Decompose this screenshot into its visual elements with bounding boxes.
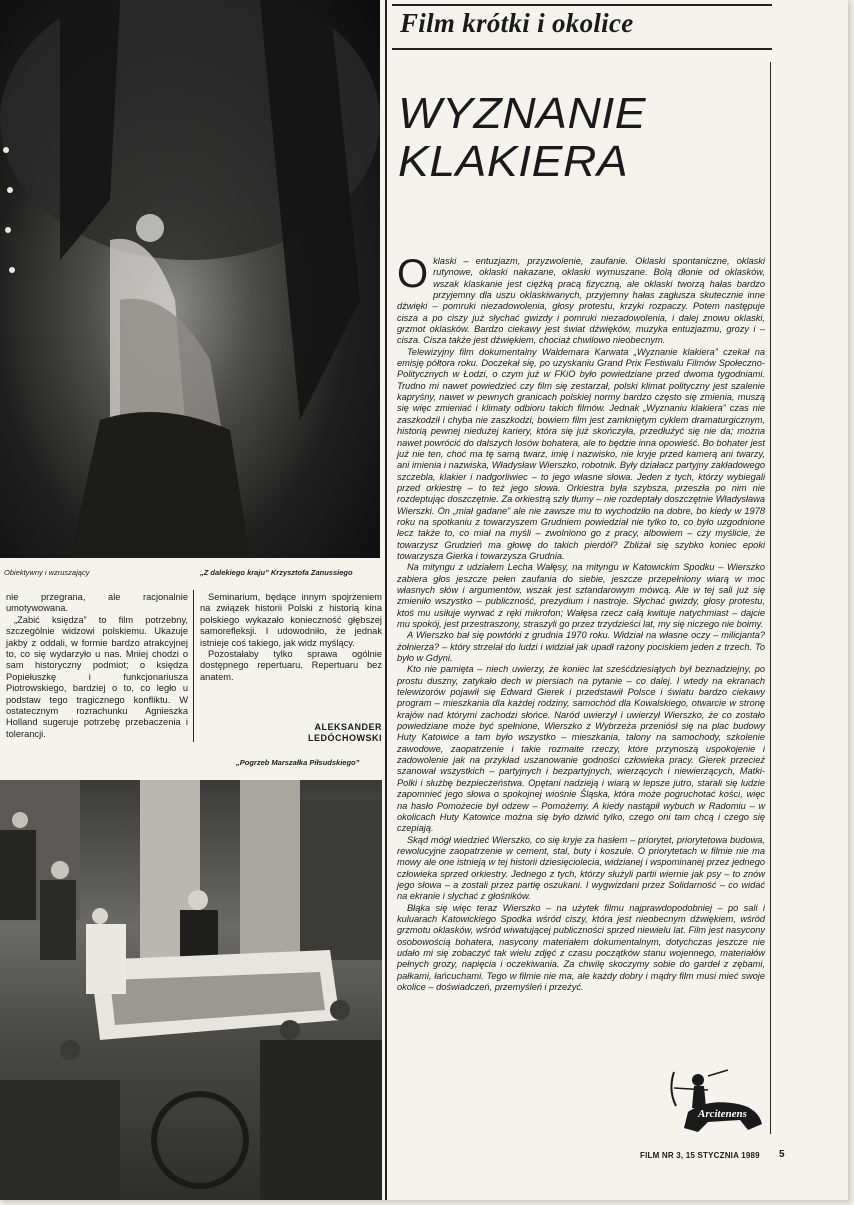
column-divider bbox=[193, 590, 194, 742]
right-column-rule bbox=[770, 62, 771, 1134]
page-number: 5 bbox=[779, 1149, 785, 1160]
paragraph: Seminarium, będące innym spojrzeniem na związek historii Polski z historią kina polskiego wykazało konieczność głębszej samorefleksji. I udowodniło, że jednak istnieje coś takiego, jak widz myślący. bbox=[200, 592, 382, 648]
paragraph: Na mityngu z udziałem Lecha Wałęsy, na mityngu w Katowickim Spodku – Wierszko zabiera głos jeszcze pełen zaufania do siebie, jeszcze przepełniony wiarą w moc własnych słów i argumentów, wszak jest sztandarowym mówcą. Ale w tej sali już się zmieniło wszystko – publiczność, prezydium i nastroje. Słychać gwizdy, głosy protestu, ktoś mu usiłuje wyrwać z ręki mikrofon; Wałęsa rzecz całą kwituje natychmiast – dajcie mu spokój, jest przestraszony, straszyli go przez trzydzieści lat, my się niczego nie boimy. bbox=[397, 562, 765, 629]
paragraph: A Wierszko bał się powtórki z grudnia 1970 roku. Widział na własne oczy – milicjanta? żołnierza? – który strzelał do ludzi i widział jak upadł rażony pociskiem jeden z trzech. To było w Gdyni. bbox=[397, 630, 765, 664]
headline-line-2: KLAKIERA bbox=[398, 137, 629, 186]
photo-caption-bottom: „Pogrzeb Marszałka Piłsudskiego” bbox=[236, 758, 360, 767]
author-signature bbox=[200, 722, 382, 744]
paragraph: Błąka się więc teraz Wierszko – na użytek filmu najprawdopodobniej – po sali i kuluarach Katowickiego Spodka wśród ciszy, która jest nieobecnym dźwiękiem, wśród grzmotu oklasków, wśród wiwatującej publiczności sprzed niewielu lat. Film jest nasycony osobowością bohatera, nasycony materiałem dokumentalnym, dotychczas jeszcze nie udało mi się zobaczyć tak wielu zdjęć z czasu początków stanu wojennego, materiałów pełnych grozy, napięcia i oczekiwania. Za chwilę skoczymy sobie do gardeł z zębami, pałkami, łańcuchami. Tego w filmie nie ma, ale każdy dobry i mądry film musi mieć swoje okolice – doświadczeń, przemyśleń i przeżyć. bbox=[397, 902, 765, 992]
author-first-name: ALEKSANDER bbox=[314, 722, 382, 732]
paragraph: Pozostałaby tylko sprawa ogólnie dostępnego repertuaru. Repertuaru bez anatem. bbox=[200, 649, 382, 682]
paragraph: nie przegrana, ale racjonalnie umotywowana. bbox=[6, 592, 188, 614]
photo-caption-left: Obiektywny i wzruszający bbox=[4, 568, 90, 577]
photo-pogrzeb-marszalka bbox=[0, 780, 382, 1200]
photo-illustration bbox=[0, 0, 380, 558]
left-text-column-1 bbox=[6, 592, 188, 740]
author-last-name: LEDÓCHOWSKI bbox=[308, 733, 382, 743]
paragraph: Telewizyjny film dokumentalny Waldemara Karwata „Wyznanie klakiera” czekał na emisję półtora roku. Doczekał się, po uzyskaniu Grand Prix Festiwalu Filmów Społeczno-Politycznych w Łodzi, o czym już w FKiO było powiedziane przed dwoma tygodniami. Trudno mi nawet powiedzieć czy film się zestarzał, polski klimat polityczny jest szalenie kapryśny, nawet w pewnych granicach polskiej normy bardzo często się zmienia, muszą się więc zmieniać i klimaty odbioru takich filmów. Jednak „Wyznaniu klakiera” czas nie zaszkodził i chyba nie zaszkodzi, bowiem film jest zamkniętym cyklem dramaturgicznym, historią pewnej niedużej kariery, która się już skończyła, przedłużyć się nie da; można nawet powrócić do dalszych losów bohatera, ale to będzie inna opowieść. Bo bohater jest już nie ten, choć ma tę samą twarz, imię i nazwisko, nie kryje przed kamerą ani twarzy, ani imienia i nazwiska, Władysław Wierszko, robotnik. Były działacz partyjny zakładowego szczebla, klakier i nadgorliwiec – to jego własne słowa. Jeden z tych, którzy wybiegali przed orkiestrę – to też jego słowa. Orkiestra była szybsza, przeszła po nim nie rozdeptując doszczętnie. Za orkiestrą szły tłumy – nie rozdeptały doszczętnie Władysława Wierszki. On „miał gadane” ale nie zawsze mu to wychodziło na dobre, bo kiedy w 1978 roku na spotkaniu z towarzyszem Grudniem powiedział nie tylko to, co było uzgodnione lecz także to, co miał na myśli – zwolniono go z pracy, albowiem – czy myślicie, że towarzysz Grudzień ma głowę do takich pierdół? Zbliżał się szybko koniec epoki towarzysza Gierka i towarzysza Grudnia. bbox=[397, 346, 765, 561]
lead-paragraph bbox=[397, 252, 765, 347]
paragraph: „Zabić księdza” to film potrzebny, szczególnie widzowi polskiemu. Ukazuje jakby z oddali, w formie bardzo atrakcyjnej to, co się wydarzyło u nas. Mniej chodzi o sam historyczny podmiot; o księdza Popiełuszkę i funkcjonariusza Piotrowskiego, bardziej o to, co legło u podstaw tego tragicznego konfliktu. W ostatecznym rozrachunku Agnieszka Holland sugeruje potrzebę przebaczenia i tolerancji. bbox=[6, 614, 188, 739]
issue-footer: FILM NR 3, 15 STYCZNIA 1989 bbox=[640, 1151, 760, 1160]
headline-line-1: WYZNANIE bbox=[398, 89, 647, 138]
photo-caption-right: „Z dalekiego kraju” Krzysztofa Zanussiego bbox=[200, 568, 353, 577]
article-body bbox=[397, 252, 765, 993]
section-title: Film krótki i okolice bbox=[400, 8, 634, 38]
arcitenens-logo bbox=[668, 1068, 766, 1136]
photo-still-z-dalekiego-kraju bbox=[0, 0, 380, 558]
paragraph: Skąd mógł wiedzieć Wierszko, co się kryje za hasłem – priorytet, priorytetowa budowa, rewolucyjne zaopatrzenie w cement, stal, buty i koszule. O priorytetach w filmie nie ma mowy ale one istnieją w tej historii dziesięciolecia, widzianej i wspominanej przez jednego człowieka sprzed orkiestry. Jednego z tych, którzy służyli partii wiernie jak psy – to znów jego słowa – a zostali przez partię oszukani. I wygwizdani przez Solidarność – co widać na ekranie i słychać z głośników. bbox=[397, 834, 765, 902]
paragraph: Kto nie pamięta – niech uwierzy, że koniec lat sześćdziesiątych był beznadziejny, po prostu duszny, zatykało dech w piersiach na pytanie – co dalej. I wtedy na ekranach telewizorów pojawił się Edward Gierek i przedstawił Polsce i światu bardzo ciekawy program – mieszkania dla każdej rodziny, samochód dla Kowalskiego, otwarcie w stronę krajów nad którymi zachodzi słońce. Naród uwierzył i uwierzył Wierszko, że co zostało powiedziane może być spełnione, Wierszko z Wybrzeża przeniósł się na plac budowy Huty Katowice a tam było wszystko – mieszkania, talony na samochody, szkolenie zawodowe, zaopatrzenie i takie rozmaite rzeczy, które przynoszą uspokojenie i zadowolenie jak na przykład uszanowanie godności człowieka pracy. Gierek przecież szanował wszystkich – partyjnych i bezpartyjnych, wierzących i niewierzących, Matki-Polki i służbę bezpieczeństwa. Opętani nadzieją i wiarą w lepsze jutro, starali się ludzie zapomnieć jego słowa o spokojnej wiośnie Śląska, która może pogruchotać kości, więc na hasło Pomożecie był odzew – Pomożemy. A kiedy nastąpił wybuch w Radomiu – w okolicach Huty Katowice można się było dziwić tylko, czego oni tam chcą i czego się czepiają. bbox=[397, 664, 765, 834]
vertical-rule bbox=[385, 0, 387, 1200]
drop-cap: O bbox=[397, 252, 429, 296]
archer-icon bbox=[668, 1068, 766, 1136]
photo-illustration bbox=[0, 780, 382, 1200]
article-headline bbox=[398, 90, 776, 186]
logo-text: Arcitenens bbox=[698, 1108, 747, 1120]
left-text-column-2 bbox=[200, 592, 382, 683]
lead-text: klaski – entuzjazm, przyzwolenie, zaufanie. Oklaski spontaniczne, oklaski rutynowe, oklaski nakazane, oklaski wymuszane. Bolą dłonie od oklasków, wszak klaskanie jest ciężką pracą fizyczną, ale oklaski tworzą hałas bardzo przyjemny dla uszu oklaskiwanych, przyjemny hałas zagłusza skutecznie inne dźwięki – pomruki niezadowolenia, głosy protestu, krzyki rozpaczy. Potem następuje cisza a po ciszy już słychać gwizdy i pomruki niezadowolenia, i dalej znowu oklaski, grzmot oklasków. Bardzo ciekawy jest świat dźwięków, muzyka entuzjazmu, grozy i – cisza. Cisza także jest dźwiękiem, chociaż chwilowo nieobecnym. bbox=[397, 256, 765, 346]
